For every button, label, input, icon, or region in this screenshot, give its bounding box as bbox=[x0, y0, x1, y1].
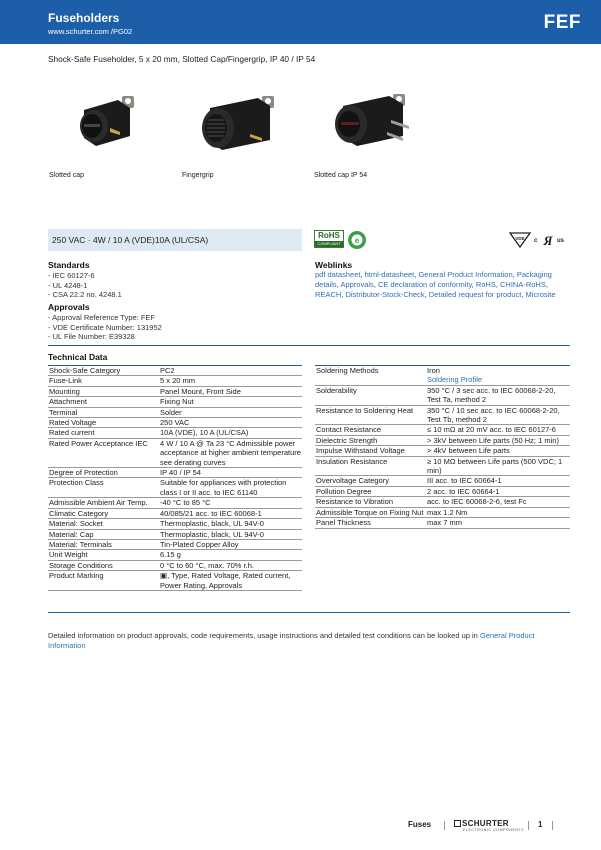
weblink-microsite[interactable]: Microsite bbox=[525, 290, 556, 299]
schurter-logo-text bbox=[454, 819, 524, 828]
spec-key: Admissible Ambient Air Temp. bbox=[48, 498, 159, 508]
spec-key: Terminal bbox=[48, 407, 159, 417]
approval-item: - Approval Reference Type: FEF bbox=[48, 313, 155, 322]
spec-row bbox=[48, 418, 302, 428]
spec-value bbox=[426, 385, 570, 405]
spec-key: Shock-Safe Category bbox=[48, 366, 159, 376]
spec-value bbox=[159, 386, 302, 396]
spec-row bbox=[315, 425, 570, 435]
spec-value bbox=[426, 366, 570, 386]
bottom-divider bbox=[48, 612, 570, 613]
header-bar bbox=[0, 0, 601, 44]
spec-row bbox=[315, 435, 570, 445]
spec-value bbox=[159, 366, 302, 376]
spec-value bbox=[159, 438, 302, 467]
spec-value-text: 40/085/21 acc. to IEC 60068-1 bbox=[160, 508, 262, 518]
spec-value bbox=[159, 376, 302, 386]
spec-row bbox=[48, 438, 302, 467]
spec-value-text: max 7 mm bbox=[427, 518, 463, 528]
cul-c-text: c bbox=[534, 238, 538, 244]
spec-key: Material: Terminals bbox=[48, 539, 159, 549]
spec-value-text: 10A (VDE), 10 A (UL/CSA) bbox=[160, 428, 249, 438]
product-label-2: Fingergrip bbox=[182, 172, 214, 179]
spec-row bbox=[315, 446, 570, 456]
spec-key: Climatic Category bbox=[48, 508, 159, 518]
spec-row bbox=[48, 397, 302, 407]
spec-value-text: > 4kV between Life parts bbox=[427, 446, 510, 456]
spec-value-text: Iron bbox=[427, 366, 440, 375]
spec-key: Impulse Withstand Voltage bbox=[315, 446, 426, 456]
approval-item: - UL File Number: E39328 bbox=[48, 332, 135, 342]
product-label-1: Slotted cap bbox=[49, 172, 85, 179]
schurter-brand-sub: ELECTRONIC COMPONENTS bbox=[463, 828, 525, 832]
spec-key: Material: Cap bbox=[48, 529, 159, 539]
spec-row bbox=[48, 386, 302, 396]
weblink-detailed-request[interactable]: Detailed request for product bbox=[428, 290, 522, 299]
weblink-general-product-information[interactable]: General Product Information bbox=[418, 270, 513, 279]
weblink-distributor-stock-check[interactable]: Distributor-Stock-Check bbox=[345, 290, 425, 299]
spec-row bbox=[315, 518, 570, 528]
spec-key: Degree of Protection bbox=[48, 468, 159, 478]
spec-value-text: IP 40 / IP 54 bbox=[160, 468, 202, 478]
spec-value bbox=[159, 529, 302, 539]
spec-key: Soldering Methods bbox=[315, 366, 426, 386]
weblink-pdf-datasheet[interactable]: pdf datasheet bbox=[315, 270, 361, 279]
footer-note bbox=[48, 631, 568, 651]
spec-value bbox=[159, 550, 302, 560]
weblinks-title: Weblinks bbox=[315, 260, 353, 270]
spec-value bbox=[159, 397, 302, 407]
product-image-fingergrip bbox=[190, 88, 282, 158]
header-url[interactable]: www.schurter.com /PG02 bbox=[48, 27, 133, 36]
svg-text:Я: Я bbox=[543, 233, 553, 248]
technical-table-right bbox=[315, 365, 570, 529]
spec-key: Mounting bbox=[48, 386, 159, 396]
spec-value bbox=[159, 539, 302, 549]
spec-value-text: ≤ 10 mΩ at 20 mV acc. to IEC 60127-6 bbox=[427, 425, 556, 435]
spec-value-text: 5 x 20 mm bbox=[160, 376, 196, 386]
spec-row bbox=[48, 468, 302, 478]
spec-row bbox=[48, 550, 302, 560]
cul-us-mark bbox=[534, 232, 570, 248]
weblink-reach[interactable]: REACH bbox=[315, 290, 342, 299]
spec-key: Pollution Degree bbox=[315, 486, 426, 496]
spec-value bbox=[159, 418, 302, 428]
spec-row bbox=[315, 405, 570, 425]
spec-value bbox=[159, 519, 302, 529]
spec-value bbox=[159, 571, 302, 591]
weblink-html-datasheet[interactable]: html-datasheet bbox=[364, 270, 415, 279]
spec-value bbox=[426, 425, 570, 435]
spec-key: Material: Socket bbox=[48, 519, 159, 529]
spec-row bbox=[315, 366, 570, 386]
spec-value bbox=[426, 518, 570, 528]
weblink-china-rohs[interactable]: CHINA-RoHS bbox=[500, 280, 546, 289]
spec-row bbox=[48, 571, 302, 591]
spec-row bbox=[48, 407, 302, 417]
vde-mark-icon bbox=[508, 231, 532, 251]
spec-value-text: Thermoplastic, black, UL 94V-0 bbox=[160, 519, 264, 529]
spec-key: Unit Weight bbox=[48, 550, 159, 560]
page-subtitle: Shock-Safe Fuseholder, 5 x 20 mm, Slotted Cap/Fingergrip, IP 40 / IP 54 bbox=[48, 54, 316, 64]
spec-value bbox=[426, 476, 570, 486]
spec-value-text: Fixing Nut bbox=[160, 397, 194, 407]
header-title: Fuseholders bbox=[48, 11, 120, 25]
rohs-logo-subtext: COMPLIANT bbox=[315, 241, 343, 247]
cul-us-text: us bbox=[557, 238, 565, 244]
spec-row bbox=[315, 497, 570, 507]
spec-value bbox=[159, 560, 302, 570]
spec-value-text: 0 °C to 60 °C, max. 70% r.h. bbox=[160, 560, 254, 570]
spec-key: Overvoltage Category bbox=[315, 476, 426, 486]
spec-value-text: Suitable for appliances with protection class I or II acc. to IEC 61140 bbox=[160, 478, 287, 497]
spec-row bbox=[48, 529, 302, 539]
weblink-packaging-details[interactable]: Packaging details bbox=[315, 270, 552, 289]
spec-value bbox=[159, 428, 302, 438]
spec-value-text: -40 °C to 85 °C bbox=[160, 498, 211, 508]
spec-row bbox=[315, 486, 570, 496]
rohs-logo bbox=[314, 230, 344, 248]
spec-value-text: ≥ 10 MΩ between Life parts (500 VDC; 1 min) bbox=[427, 456, 563, 476]
spec-key: Storage Conditions bbox=[48, 560, 159, 570]
svg-text:e: e bbox=[354, 236, 360, 245]
spec-key: Rated current bbox=[48, 428, 159, 438]
standard-item: - IEC 60127-6 bbox=[48, 271, 95, 280]
approval-item: - VDE Certificate Number: 131952 bbox=[48, 322, 162, 332]
rohs-logo-text: RoHS bbox=[318, 231, 340, 240]
schurter-logo-icon bbox=[454, 820, 461, 827]
page-number: 1 bbox=[538, 820, 543, 829]
spec-row bbox=[315, 385, 570, 405]
spec-value bbox=[426, 486, 570, 496]
spec-row bbox=[315, 456, 570, 476]
spec-value-text: PC2 bbox=[160, 366, 175, 375]
spec-key: Resistance to Vibration bbox=[315, 497, 426, 507]
spec-value-text: Panel Mount, Front Side bbox=[160, 386, 241, 396]
footer-divider bbox=[444, 821, 445, 830]
spec-key: Attachment bbox=[48, 397, 159, 407]
product-label-3: Slotted cap IP 54 bbox=[314, 172, 368, 179]
spec-key: Resistance to Soldering Heat bbox=[315, 405, 426, 425]
product-code: FEF bbox=[543, 12, 581, 33]
spec-key: Rated Power Acceptance IEC bbox=[48, 438, 159, 467]
spec-value bbox=[426, 497, 570, 507]
footer-divider bbox=[528, 821, 529, 830]
spec-value-text: max 1.2 Nm bbox=[427, 507, 468, 517]
spec-value-text: 250 VAC bbox=[160, 418, 190, 428]
weblink-rohs[interactable]: RoHS bbox=[475, 280, 496, 289]
spec-row bbox=[315, 507, 570, 517]
spec-value-text: Solder bbox=[160, 407, 182, 417]
spec-key: Rated Voltage bbox=[48, 418, 159, 428]
svg-text:VDE: VDE bbox=[515, 236, 525, 241]
spec-row bbox=[48, 498, 302, 508]
standard-item: - CSA 22.2 no. 4248.1 bbox=[48, 290, 122, 300]
spec-value-text: III acc. to IEC 60664-1 bbox=[427, 476, 502, 486]
product-image-slotted-cap bbox=[70, 88, 150, 150]
spec-row bbox=[48, 376, 302, 386]
spec-key: Fuse-Link bbox=[48, 376, 159, 386]
spec-value bbox=[159, 468, 302, 478]
spec-key: Contact Resistance bbox=[315, 425, 426, 435]
spec-value-text: ▣, Type, Rated Voltage, Rated current, Power Rating, Approvals bbox=[160, 571, 291, 590]
spec-row bbox=[48, 508, 302, 518]
spec-key: Panel Thickness bbox=[315, 518, 426, 528]
spec-key: Protection Class bbox=[48, 478, 159, 498]
spec-value bbox=[426, 507, 570, 517]
spec-key: Solderability bbox=[315, 385, 426, 405]
schurter-brand: SCHURTER bbox=[462, 819, 509, 828]
approvals-title: Approvals bbox=[48, 302, 90, 312]
china-rohs-icon bbox=[347, 230, 367, 252]
spec-value-text: Thermoplastic, black, UL 94V-0 bbox=[160, 529, 264, 539]
spec-value bbox=[426, 446, 570, 456]
schurter-logo bbox=[454, 819, 524, 832]
spec-value bbox=[426, 456, 570, 476]
footer-note-link[interactable]: General Product Information bbox=[48, 631, 535, 650]
rating-text: 250 VAC · 4W / 10 A (VDE)10A (UL/CSA) bbox=[52, 235, 209, 245]
standards-list bbox=[48, 271, 122, 300]
spec-value bbox=[426, 405, 570, 425]
weblink-ce-declaration[interactable]: CE declaration of conformity bbox=[377, 280, 472, 289]
spec-row bbox=[48, 428, 302, 438]
spec-row bbox=[48, 519, 302, 529]
approvals-list bbox=[48, 313, 162, 342]
spec-key: Insulation Resistance bbox=[315, 456, 426, 476]
spec-key: Product Marking bbox=[48, 571, 159, 591]
spec-row bbox=[48, 366, 302, 376]
spec-value bbox=[426, 435, 570, 445]
footer-section: Fuses bbox=[408, 820, 432, 829]
spec-value bbox=[159, 508, 302, 518]
spec-row bbox=[48, 539, 302, 549]
ul-logo-icon bbox=[540, 232, 556, 248]
technical-data-title: Technical Data bbox=[48, 352, 108, 362]
weblinks-list: pdf datasheet, html-datasheet, General Product Information, Packaging details, Approvals, CE declaration of conformity, RoHS, CHINA-RoHS, REACH, Distributor-Stock-Check, Detailed request for product, Microsite bbox=[315, 270, 556, 299]
spec-value-text: 2 acc. to IEC 60664-1 bbox=[427, 486, 500, 496]
weblink-approvals[interactable]: Approvals bbox=[340, 280, 374, 289]
spec-value-text: 350 °C / 3 sec acc. to IEC 60068-2-20, Test Ta, method 2 bbox=[427, 385, 556, 405]
spec-key: Dielectric Strength bbox=[315, 435, 426, 445]
spec-value-text: 4 W / 10 A @ Ta 23 °C Admissible power acceptance at higher ambient temperature see derating curves bbox=[160, 438, 301, 467]
spec-value-text: 350 °C / 10 sec acc. to IEC 60068-2-20, Test Tb, method 2 bbox=[427, 405, 560, 425]
technical-table-left bbox=[48, 365, 302, 591]
spec-key: Admissible Torque on Fixing Nut bbox=[315, 507, 426, 517]
section-divider bbox=[48, 345, 570, 346]
spec-row bbox=[48, 478, 302, 498]
spec-value-text: 6.15 g bbox=[160, 550, 181, 560]
standards-title: Standards bbox=[48, 260, 90, 270]
soldering-profile-link[interactable]: Soldering Profile bbox=[427, 375, 483, 385]
product-image-slotted-cap-ip54 bbox=[325, 88, 415, 158]
spec-row bbox=[315, 476, 570, 486]
spec-value bbox=[159, 478, 302, 498]
spec-value-text: Tin-Plated Copper Alloy bbox=[160, 539, 239, 549]
footer-note-text: Detailed information on product approvals, code requirements, usage instructions and detailed test conditions can be looked up in bbox=[48, 631, 480, 640]
standard-item: - UL 4248-1 bbox=[48, 280, 88, 290]
spec-value bbox=[159, 407, 302, 417]
spec-row bbox=[48, 560, 302, 570]
footer-divider bbox=[552, 821, 553, 830]
spec-value-text: acc. to IEC 60068-2-6, test Fc bbox=[427, 497, 527, 507]
spec-value-text: > 3kV between Life parts (50 Hz; 1 min) bbox=[427, 435, 559, 445]
rating-box bbox=[48, 229, 302, 251]
spec-value bbox=[159, 498, 302, 508]
